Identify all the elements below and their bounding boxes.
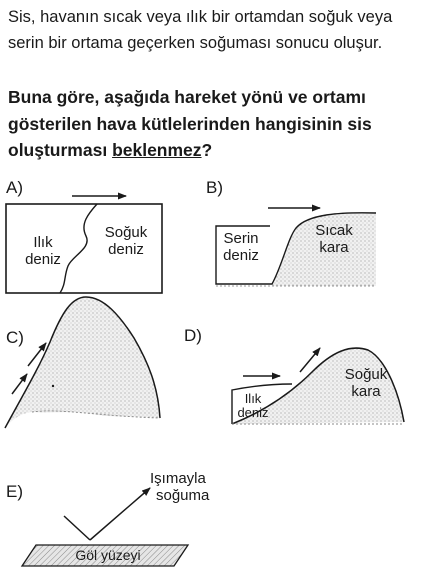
option-d-left-label-line2: deniz xyxy=(237,405,269,420)
option-a-right-label-line1: Soğuk xyxy=(104,224,148,241)
option-a-letter[interactable]: A) xyxy=(6,178,23,197)
option-d-left-label-line1: Ilık xyxy=(244,391,262,406)
option-d-letter[interactable]: D) xyxy=(184,326,202,345)
option-b-right-label-line2: kara xyxy=(319,239,349,256)
option-c-letter[interactable]: C) xyxy=(6,328,24,347)
question-main: Buna göre, aşağıda hareket yönü ve ortamı gösterilen hava kütlelerinden hangisinin sis oluşturması xyxy=(8,87,372,160)
option-c-dot xyxy=(52,385,54,387)
option-e-arrow-label-line1: Işımayla xyxy=(150,470,206,487)
option-c-mountain xyxy=(5,297,160,428)
option-e-arrow-label-line2: soğuma xyxy=(156,487,210,504)
option-b-right-label xyxy=(304,222,364,256)
option-a-right-label-line2: deniz xyxy=(108,241,144,258)
option-e-surface-label: Göl yüzeyi xyxy=(75,547,141,563)
option-b-left-label xyxy=(216,230,266,264)
option-b-left-label-line2: deniz xyxy=(223,247,259,264)
option-b-left-label-line1: Serin xyxy=(223,230,259,247)
option-b-right-label-line1: Sıcak xyxy=(315,222,353,239)
option-e-incoming-ray xyxy=(64,516,90,540)
option-e-letter[interactable]: E) xyxy=(6,482,23,501)
option-d-left-label xyxy=(233,392,273,420)
question-emphasis: beklenmez xyxy=(112,140,202,160)
option-b-letter[interactable]: B) xyxy=(206,178,223,197)
question-end: ? xyxy=(201,140,213,160)
option-e-outgoing-arrow xyxy=(90,488,150,540)
option-d-right-label-line2: kara xyxy=(351,383,381,400)
option-e-arrow-label xyxy=(150,470,226,504)
option-d-right-label-line1: Soğuk xyxy=(344,366,388,383)
intro-text: Sis, havanın sıcak veya ılık bir ortamdan soğuk veya serin bir ortama geçerken soğuması sonucu oluşur. xyxy=(8,8,393,52)
option-d-right-label xyxy=(336,366,396,400)
option-a-left-label xyxy=(18,234,68,268)
option-a-left-label-line2: deniz xyxy=(25,251,61,268)
option-a-left-label-line1: Ilık xyxy=(33,234,53,251)
option-c-diagram xyxy=(5,297,160,428)
option-a-right-label xyxy=(96,224,156,258)
